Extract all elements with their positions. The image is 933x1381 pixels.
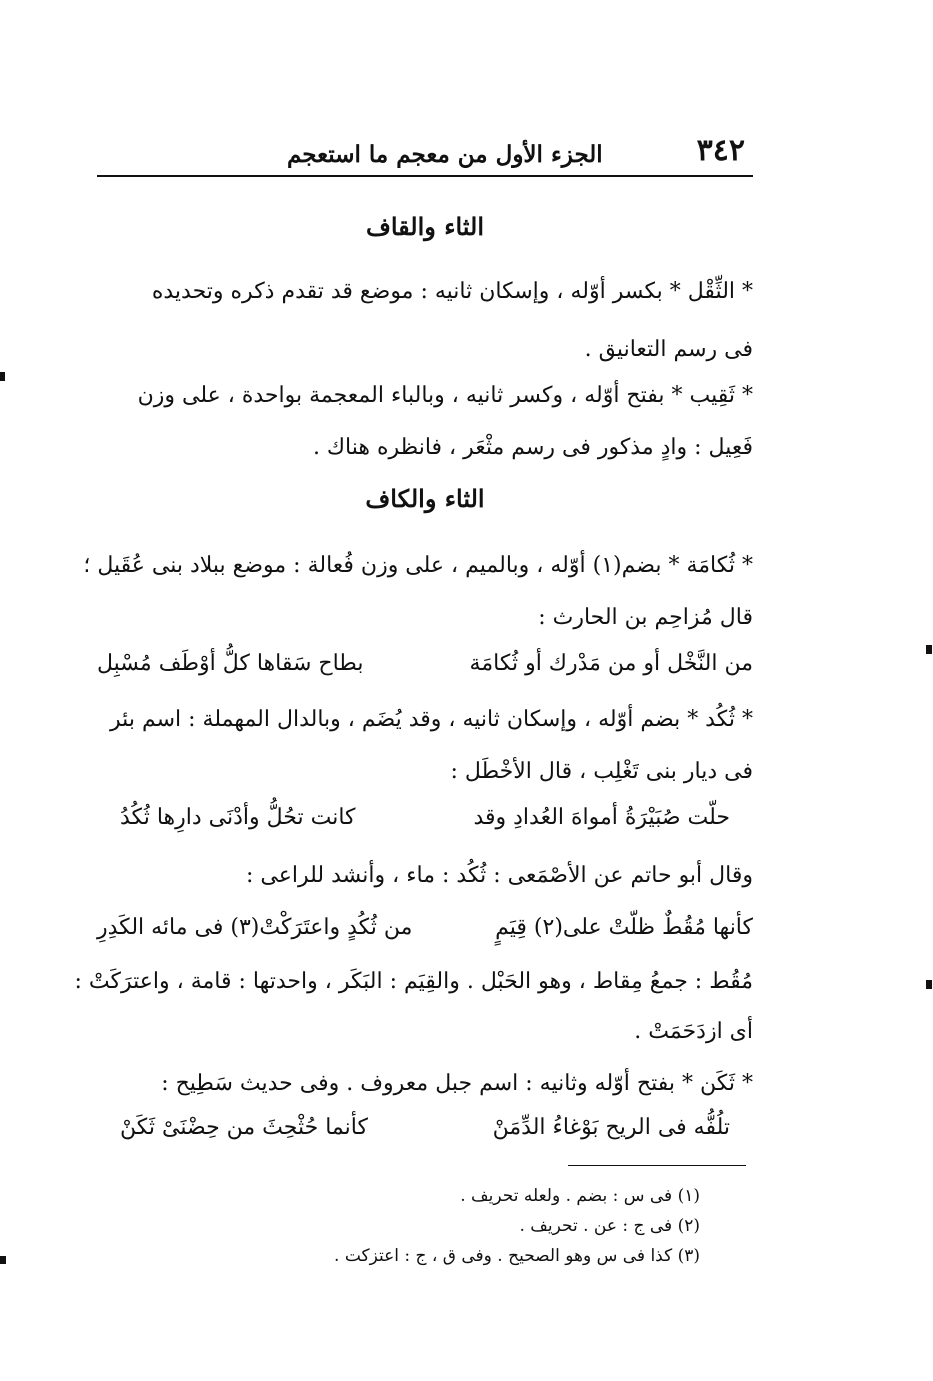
entry-line: * ثَقِيب * بفتح أوّله ، وكسر ثانيه ، وبالباء المعجمة بواحدة ، على وزن [137,383,753,408]
footnote: (١) فى س : بضم . ولعله تحريف . [460,1186,700,1206]
entry-line: فَعِيل : وادٍ مذكور فى رسم مثْعَر ، فانظره هناك . [312,435,753,460]
scan-mark [926,645,932,654]
section-heading-tha-kaf: الثاء والكاف [365,484,485,513]
verse-hemistich-first: حلّت صُبَيْرَةُ أمواهَ العُدادِ وقد [473,805,730,830]
entry-line: فى رسم التعانيق . [584,337,753,362]
header-rule [97,175,753,177]
entry-line: وقال أبو حاتم عن الأصْمَعى : ثُكُد : ماء ، وأنشد للراعى : [245,863,753,888]
entry-line: * الثِّقْل * بكسر أوّله ، وإسكان ثانيه : موضع قد تقدم ذكره وتحديده [151,279,753,304]
page-number: ٣٤٢ [696,133,745,168]
footnote: (٣) كذا فى س وهو الصحيح . وفى ق ، ج : اعتزكت . [334,1246,700,1266]
verse-hemistich-first: تلُفُّه فى الريح بَوْغاءُ الدِّمَنْ [492,1115,730,1140]
footnote: (٢) فى ج : عن . تحريف . [519,1216,700,1236]
verse [97,642,753,686]
entry-line: * ثَكَن * بفتح أوّله وثانيه : اسم جبل معروف . وفى حديث سَطِيح : [161,1071,753,1096]
verse-hemistich-second: كانت تحُلُّ وأدْنَى دارِها ثُكُدُ [120,805,356,830]
verse [120,1106,730,1150]
entry-line: مُقُط : جمعُ مِقاط ، وهو الحَبْل . والقِيَم : البَكَر ، واحدتها : قامة ، واعترَكَتْ : [74,969,753,994]
section-heading-tha-qaf: الثاء والقاف [365,212,485,241]
verse-hemistich-first: من النَّخْل أو من مَدْرك أو ثُكامَة [469,651,753,676]
verse-hemistich-second: كأنما حُثْحِثَ من حِضْنَىْ ثَكَنْ [120,1115,368,1140]
entry-line: * ثُكُد * بضم أوّله ، وإسكان ثانيه ، وقد يُضَم ، وبالدال المهملة : اسم بئر [110,707,753,732]
scan-mark [0,1256,6,1264]
scan-mark [926,980,932,989]
entry-line: فى ديار بنى تَغْلِب ، قال الأخْطَل : [450,759,753,784]
verse [120,796,730,840]
scan-mark [0,372,5,381]
verse-hemistich-first: كأنها مُقُطٌ ظلّتْ على(٢) قِيَمٍ [495,915,753,940]
verse-hemistich-second: من ثُكُدٍ واعتَرَكْتْ(٣) فى مائه الكَدِرِ [97,915,413,940]
footnote-rule [568,1165,746,1166]
running-title: الجزء الأول من معجم ما استعجم [287,141,603,168]
verse [97,906,753,950]
verse-hemistich-second: بطاح سَقاها كلُّ أوْطَف مُسْبِل [97,651,364,676]
entry-line: قال مُزاحِم بن الحارث : [538,605,753,630]
entry-line: أى ازدَحَمَتْ . [634,1019,753,1044]
page-header [97,128,753,168]
entry-line: * ثُكامَة * بضم(١) أوّله ، وبالميم ، على وزن فُعالة : موضع ببلاد بنى عُقَيل ؛ [83,553,753,578]
